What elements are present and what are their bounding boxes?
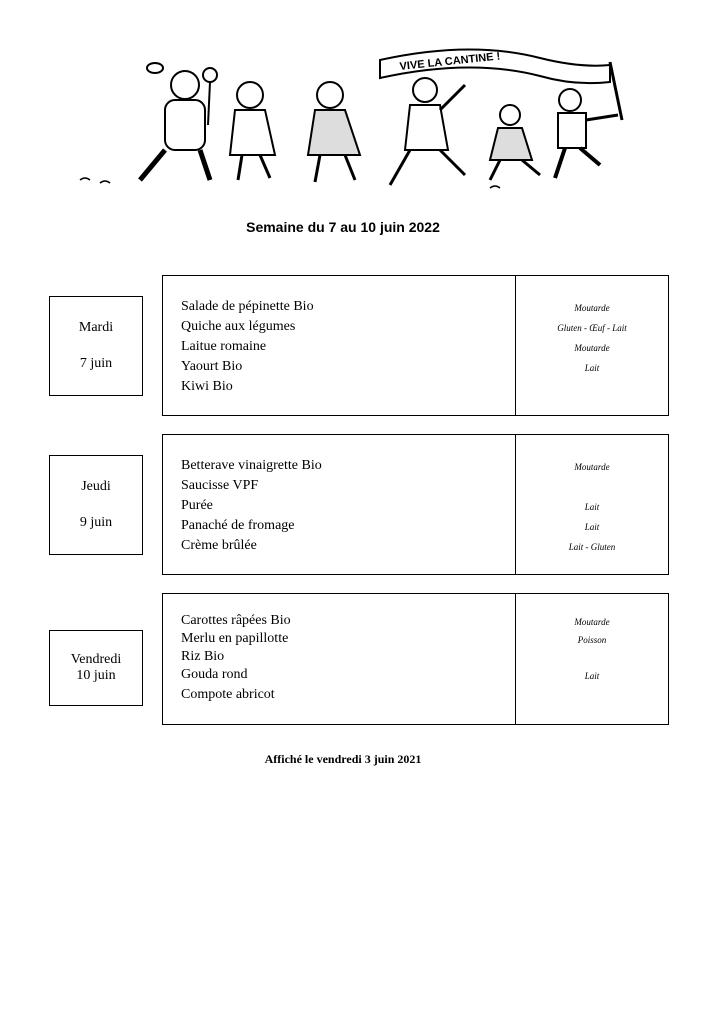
posted-date: Affiché le vendredi 3 juin 2021 — [264, 752, 422, 766]
allergen-list — [516, 594, 668, 724]
menu-box-jeudi — [162, 434, 669, 575]
dish-item: Compote abricot — [181, 687, 275, 702]
allergen-item: Lait — [584, 522, 600, 532]
allergen-item: Moutarde — [574, 617, 610, 627]
allergen-item: Lait — [584, 363, 600, 373]
dish-list — [163, 435, 516, 574]
allergen-item: Moutarde — [574, 343, 610, 353]
dish-item: Salade de pépinette Bio — [181, 299, 314, 314]
dish-item: Yaourt Bio — [181, 359, 243, 374]
day-name: Mardi — [78, 320, 114, 335]
allergen-item: Lait — [584, 671, 600, 681]
dish-item: Kiwi Bio — [181, 379, 233, 394]
dish-item: Quiche aux légumes — [181, 319, 296, 334]
dish-item: Crème brûlée — [181, 538, 257, 553]
allergen-item: Gluten - Œuf - Lait — [557, 323, 627, 333]
dish-item: Purée — [181, 498, 213, 513]
dish-item: Betterave vinaigrette Bio — [181, 458, 322, 473]
week-title: Semaine du 7 au 10 juin 2022 — [246, 219, 440, 235]
day-date: 9 juin — [79, 515, 113, 530]
allergen-item: Moutarde — [574, 462, 610, 472]
dish-item: Riz Bio — [181, 649, 225, 664]
dish-list — [163, 594, 516, 724]
allergen-list — [516, 435, 668, 574]
allergen-item: Poisson — [577, 635, 607, 645]
dish-item: Merlu en papillotte — [181, 631, 289, 646]
dish-item: Laitue romaine — [181, 339, 267, 354]
day-box-jeudi — [49, 455, 143, 555]
dish-item: Saucisse VPF — [181, 478, 259, 493]
menu-box-vendredi — [162, 593, 669, 725]
day-box-vendredi — [49, 630, 143, 706]
day-name: Jeudi — [81, 479, 111, 494]
menu-box-mardi — [162, 275, 669, 416]
children-running-illustration-icon — [70, 40, 650, 200]
dish-item: Panaché de fromage — [181, 518, 295, 533]
allergen-item: Lait - Gluten — [568, 542, 616, 552]
allergen-item: Lait — [584, 502, 600, 512]
day-name: Vendredi — [70, 652, 122, 667]
allergen-item: Moutarde — [574, 303, 610, 313]
dish-item: Gouda rond — [181, 667, 248, 682]
banner-sign-text: VIVE LA CANTINE ! — [399, 50, 501, 73]
dish-item: Carottes râpées Bio — [181, 613, 291, 628]
dish-list — [163, 276, 516, 415]
day-date: 7 juin — [79, 356, 113, 371]
allergen-list — [516, 276, 668, 415]
day-date: 10 juin — [76, 668, 116, 683]
day-box-mardi — [49, 296, 143, 396]
